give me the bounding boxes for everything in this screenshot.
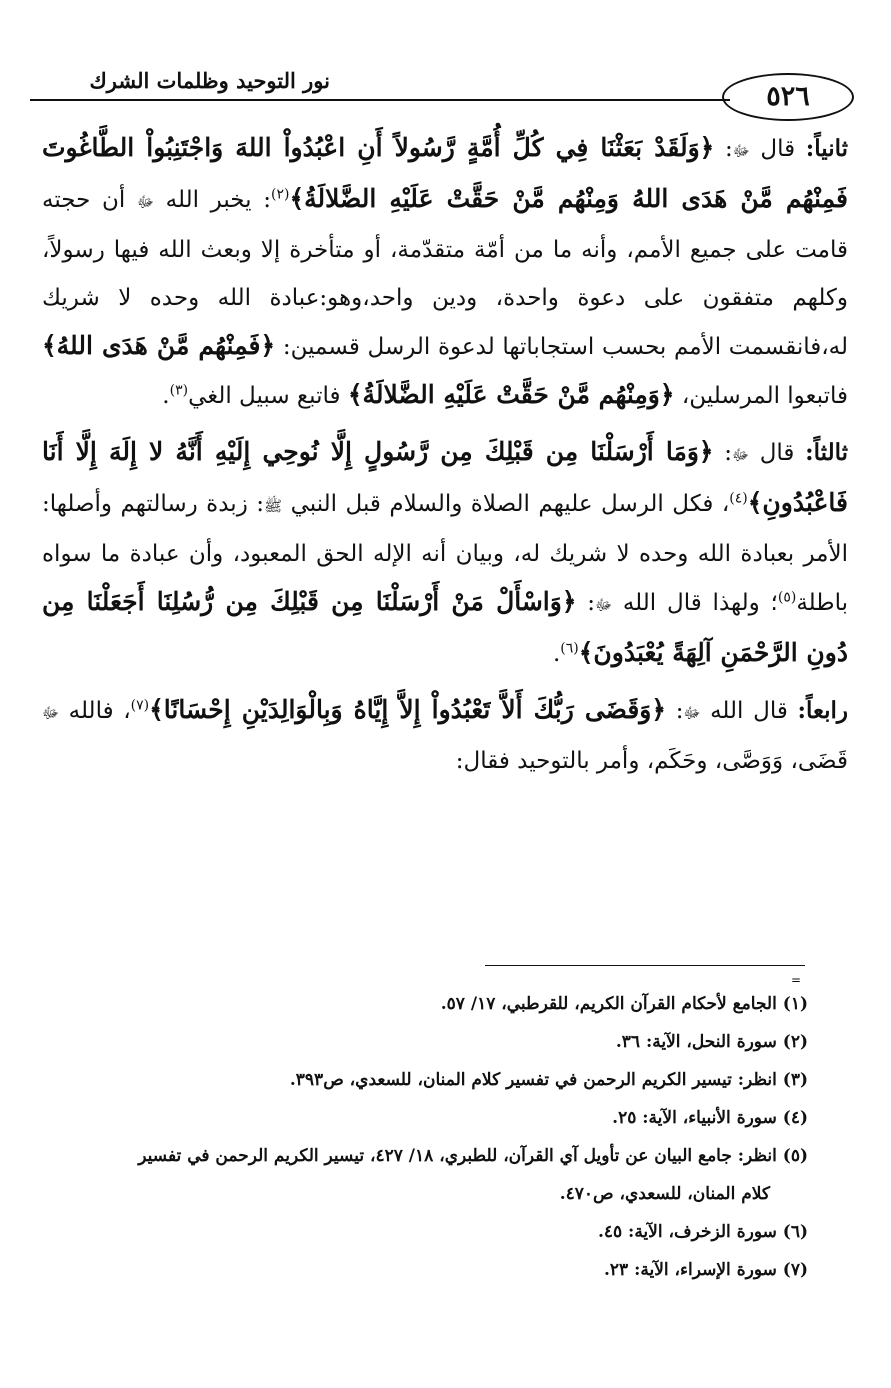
footnote-7: (٧) سورة الإسراء، الآية: ٢٣. bbox=[603, 1260, 808, 1280]
footnote-ref[interactable]: (٥) bbox=[777, 589, 797, 606]
text-run: فاتبع سبيل الغي bbox=[188, 383, 348, 409]
text-run: : يخبر الله bbox=[153, 187, 271, 213]
ordinal-label: ثانياً: bbox=[805, 135, 848, 162]
text-run: قال الله bbox=[700, 698, 798, 724]
honorific-glyph: ﷻ bbox=[137, 193, 154, 211]
running-title: نور التوحيد وظلمات الشرك bbox=[89, 68, 330, 93]
ordinal-label: رابعاً: bbox=[797, 697, 849, 724]
quran-verse: ﴿وَقَضَى رَبُّكَ أَلاَّ تَعْبُدُواْ إِلاَّ إِيَّاهُ وَبِالْوَالِدَيْنِ إِحْسَانًا﴾ bbox=[149, 695, 667, 724]
honorific-glyph: ﷻ bbox=[732, 142, 750, 160]
footnote-ref[interactable]: (٧) bbox=[130, 697, 150, 714]
text-run: قَضَى، وَوَصَّى، وحَكَم، وأمر بالتوحيد فقال: bbox=[455, 748, 848, 774]
text-run: : bbox=[713, 440, 733, 466]
text-run: : bbox=[714, 136, 733, 162]
honorific-glyph: ﷻ bbox=[42, 704, 59, 722]
footnote-ref[interactable]: (٢) bbox=[270, 186, 290, 203]
footnote-4: (٤) سورة الأنبياء، الآية: ٢٥. bbox=[612, 1108, 808, 1128]
paragraph-second bbox=[42, 124, 848, 420]
footnote-5: (٥) انظر: جامع البيان عن تأويل آي القرآن، للطبري، ١٨/ ٤٢٧، تيسير الكريم الرحمن في تفسير bbox=[138, 1146, 808, 1166]
main-text bbox=[42, 124, 848, 785]
text-run: فاتبعوا المرسلين، bbox=[674, 383, 848, 409]
footnote-ref[interactable]: (٤) bbox=[729, 490, 748, 507]
text-run: ، فكل الرسل عليهم الصلاة والسلام قبل النبي bbox=[282, 491, 730, 517]
quran-verse: ﴿فَمِنْهُم مَّنْ هَدَى اللهُ﴾ bbox=[42, 331, 276, 360]
text-run: : bbox=[666, 698, 684, 724]
footnote-5-continuation: كلام المنان، للسعدي، ص٤٧٠. bbox=[559, 1184, 770, 1204]
text-run: قال bbox=[748, 440, 806, 466]
header-rule bbox=[30, 99, 730, 101]
text-run: قال bbox=[749, 136, 806, 162]
paragraph-fourth bbox=[42, 686, 848, 785]
ordinal-label: ثالثاً: bbox=[805, 439, 849, 466]
quran-verse: ﴿وَمَا أَرْسَلْنَا مِن قَبْلِكَ مِن رَّسُولٍ إِلَّا نُوحِي إِلَيْهِ أَنَّهُ لا إِلَهَ إِلَّا أَنَا فَاعْبُدُونِ﴾ bbox=[42, 437, 848, 517]
text-run: . bbox=[162, 383, 170, 409]
footnote-2: (٢) سورة النحل، الآية: ٣٦. bbox=[615, 1032, 808, 1052]
footnote-6: (٦) سورة الزخرف، الآية: ٤٥. bbox=[597, 1222, 808, 1242]
text-run: ، فالله bbox=[58, 698, 131, 724]
footnotes bbox=[40, 985, 808, 1289]
text-run: . bbox=[552, 641, 561, 667]
footnote-ref[interactable]: (٣) bbox=[169, 382, 189, 399]
honorific-glyph: ﷺ bbox=[264, 497, 283, 515]
continuation-mark: = bbox=[791, 973, 801, 987]
footnote-separator bbox=[485, 965, 805, 966]
quran-verse: ﴿وَمِنْهُم مَّنْ حَقَّتْ عَلَيْهِ الضَّلالَةُ﴾ bbox=[347, 380, 675, 409]
honorific-glyph: ﷻ bbox=[683, 704, 701, 722]
text-run: : bbox=[576, 590, 596, 616]
paragraph-third bbox=[42, 428, 848, 678]
quran-verse: ﴿وَلَقَدْ بَعَثْنَا فِي كُلِّ أُمَّةٍ رَّسُولاً أَنِ اعْبُدُواْ اللهَ وَاجْتَنِبُواْ الطَّاغُوتَ فَمِنْهُم مَّنْ هَدَى اللهُ وَمِنْهُم مَّنْ حَقَّتْ عَلَيْهِ الضَّلالَةُ﴾ bbox=[42, 133, 848, 213]
text-run: : زبدة رسالتهم وأصلها: الأمر بعبادة الله وحده لا شريك له، وبيان أنه الإله الحق المعبود، وأن عبادة ما سواه باطلة bbox=[42, 491, 849, 616]
honorific-glyph: ﷻ bbox=[595, 596, 612, 614]
footnote-ref[interactable]: (٦) bbox=[560, 640, 579, 657]
text-run: أن حجته قامت على جميع الأمم، وأنه ما من أمّة متقدّمة، أو متأخرة إلا وبعث الله فيها رسولاً، وكلهم متفقون على دعوة واحدة، ودين واحد،وهو:عبادة الله وحده لا شريك له،فانقسمت الأمم بحسب استجاباتها لدعوة الرسل قسمين: bbox=[42, 187, 849, 360]
text-run: ؛ ولهذا قال الله bbox=[612, 590, 778, 616]
honorific-glyph: ﷻ bbox=[732, 446, 749, 464]
quran-verse: ﴿وَاسْأَلْ مَنْ أَرْسَلْنَا مِن قَبْلِكَ مِن رُّسُلِنَا أَجَعَلْنَا مِن دُونِ الرَّحْمَنِ آلِهَةً يُعْبَدُونَ﴾ bbox=[42, 587, 848, 667]
page-number: ٥٢٦ bbox=[722, 73, 854, 121]
page-header bbox=[30, 60, 860, 120]
footnote-3: (٣) انظر: تيسير الكريم الرحمن في تفسير كلام المنان، للسعدي، ص٣٩٣. bbox=[289, 1070, 808, 1090]
footnote-1: (١) الجامع لأحكام القرآن الكريم، للقرطبي، ١٧/ ٥٧. bbox=[440, 994, 808, 1014]
